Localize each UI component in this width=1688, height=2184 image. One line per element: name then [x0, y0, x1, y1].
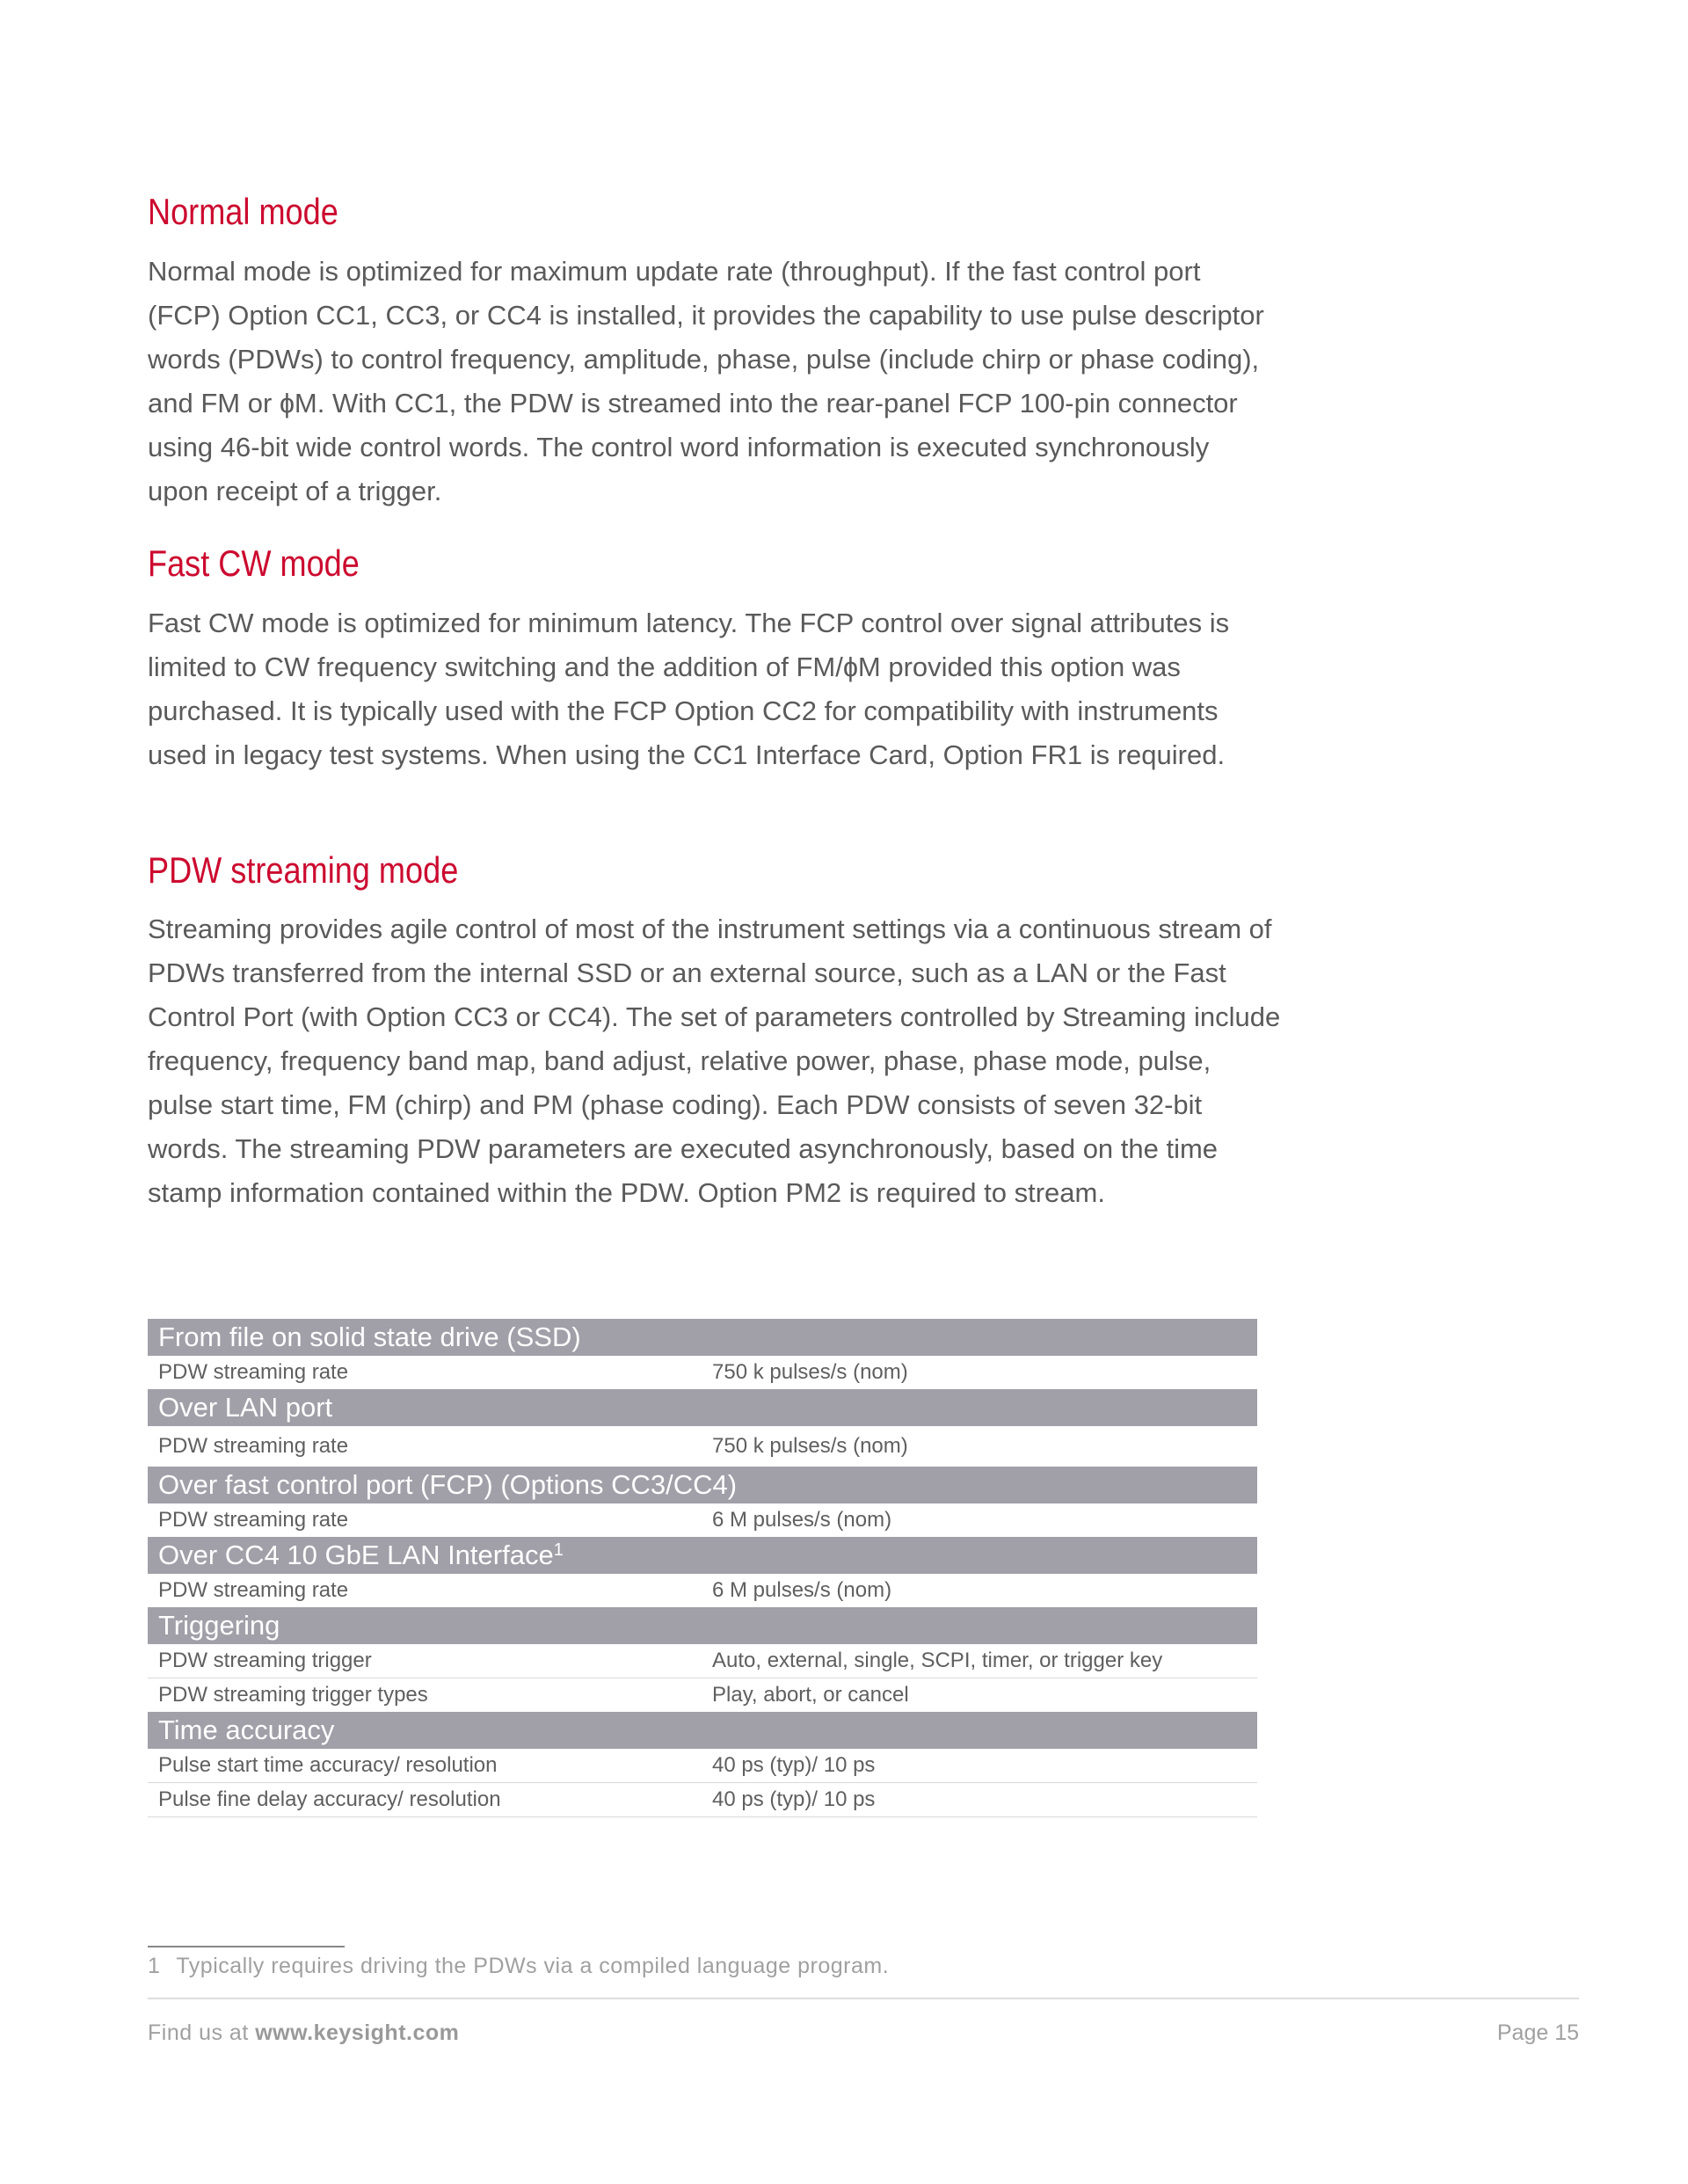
row-label: Pulse start time accuracy/ resolution: [148, 1749, 702, 1783]
table-row: [148, 1749, 1257, 1783]
table-row: [148, 1783, 1257, 1817]
footer-divider: [148, 1998, 1579, 1999]
pdw-streaming-mode-paragraph: Streaming provides agile control of most of the instrument settings via a continuous stream of PDWs transferred from the internal SSD or an external source, such as a LAN or the Fast Control Port (with Option CC3 or CC4). The set of parameters controlled by Streaming include frequency, frequency band map, band adjust, relative power, phase, phase mode, pulse, pulse start time, FM (chirp) and PM (phase coding). Each PDW consists of seven 32-bit words. The streaming PDW parameters are executed asynchronously, based on the time stamp information contained within the PDW. Option PM2 is required to stream.: [148, 914, 1281, 1208]
row-value: 40 ps (typ)/ 10 ps: [702, 1783, 1257, 1817]
section-title-time-accuracy: Time accuracy: [148, 1712, 1257, 1749]
table-row: [148, 1678, 1257, 1713]
row-label: PDW streaming rate: [158, 1578, 349, 1602]
row-label: PDW streaming rate: [158, 1508, 349, 1532]
row-value: Auto, external, single, SCPI, timer, or trigger key: [702, 1644, 1257, 1678]
table-row: [148, 1574, 1257, 1607]
table-row: [148, 1644, 1257, 1678]
row-label: PDW streaming rate: [158, 1360, 349, 1384]
footnote: [148, 1954, 889, 1979]
section-title-triggering: Triggering: [148, 1607, 1257, 1644]
table-section-header: [148, 1537, 1257, 1574]
row-label: PDW streaming rate: [158, 1434, 349, 1458]
row-value: 6 M pulses/s (nom): [712, 1508, 892, 1532]
row-value: 6 M pulses/s (nom): [712, 1578, 892, 1602]
row-value: 40 ps (typ)/ 10 ps: [702, 1749, 1257, 1783]
table-section-header: [148, 1712, 1257, 1749]
footnote-number: 1: [148, 1954, 161, 1978]
footer-find-us: [148, 2020, 459, 2046]
table-row: [148, 1356, 1257, 1389]
table-row: [148, 1503, 1257, 1537]
footnote-divider: [148, 1946, 345, 1947]
footnote-marker: 1: [553, 1540, 564, 1560]
table-section-header: [148, 1319, 1257, 1356]
normal-mode-paragraph: Normal mode is optimized for maximum update rate (throughput). If the fast control port (FCP) Option CC1, CC3, or CC4 is installed, it provides the capability to use pulse descriptor words (PDWs) to control frequency, amplitude, phase, pulse (include chirp or phase coding), and FM or ɸM. With CC1, the PDW is streamed into the rear-panel FCP 100-pin connector using 46-bit wide control words. The control word information is executed synchronously upon receipt of a trigger.: [148, 256, 1264, 506]
row-value: Play, abort, or cancel: [712, 1683, 909, 1707]
table-row: [148, 1426, 1257, 1467]
table-section-header: [148, 1389, 1257, 1426]
footnote-text: Typically requires driving the PDWs via a compiled language program.: [176, 1954, 890, 1978]
section-title-lan: Over LAN port: [148, 1389, 1257, 1426]
footer-prefix: Find us at: [148, 2020, 256, 2045]
table-section-header: [148, 1467, 1257, 1503]
section-title-cc4-text: Over CC4 10 GbE LAN Interface: [158, 1540, 554, 1570]
spec-table: [148, 1319, 1257, 1817]
page-number: Page 15: [1496, 2020, 1579, 2045]
normal-mode-heading: Normal mode: [148, 191, 338, 232]
fast-cw-mode-heading: Fast CW mode: [148, 542, 360, 584]
row-label: Pulse fine delay accuracy/ resolution: [148, 1783, 702, 1817]
footer-website-link[interactable]: www.keysight.com: [255, 2020, 460, 2045]
row-value: 750 k pulses/s (nom): [712, 1360, 908, 1384]
section-title-fcp: Over fast control port (FCP) (Options CC3/CC4): [148, 1467, 1257, 1503]
row-value: 750 k pulses/s (nom): [712, 1434, 908, 1458]
section-title-cc4: [148, 1537, 1257, 1574]
pdw-streaming-mode-heading: PDW streaming mode: [148, 849, 459, 891]
row-label: PDW streaming trigger: [148, 1644, 702, 1678]
section-title-ssd: From file on solid state drive (SSD): [148, 1319, 1257, 1356]
row-label: PDW streaming trigger types: [158, 1683, 428, 1707]
fast-cw-mode-paragraph: Fast CW mode is optimized for minimum latency. The FCP control over signal attributes is limited to CW frequency switching and the addition of FM/ɸM provided this option was purchased. It is typically used with the FCP Option CC2 for compatibility with instruments used in legacy test systems. When using the CC1 Interface Card, Option FR1 is required.: [148, 608, 1230, 770]
table-section-header: [148, 1607, 1257, 1644]
